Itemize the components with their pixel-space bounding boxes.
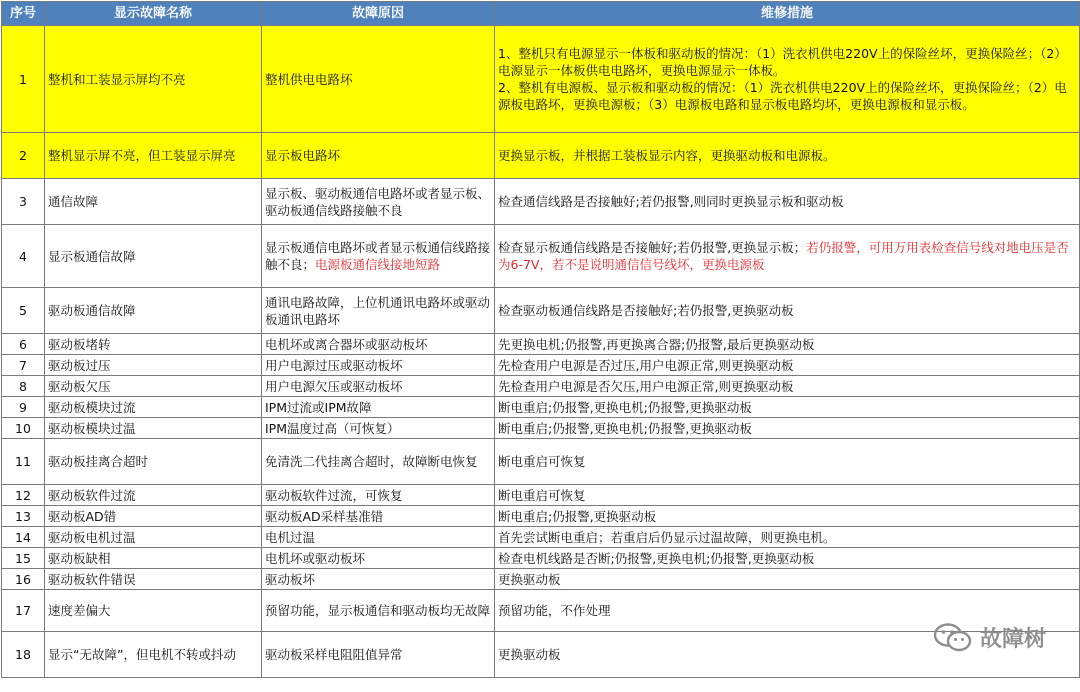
table-row [2,26,1080,133]
cell-fault-name-text: 整机和工装显示屏均不亮 [48,71,186,87]
header-row [2,2,1080,26]
cell-cause-warning-text: 电源板通信线接地短路 [315,257,441,272]
cell-no-text: 2 [19,148,27,163]
cell-fault-name-text: 驱动板过压 [48,357,111,373]
cell-fix-text: 检查电机线路是否断;仍报警,更换电机;仍报警,更换驱动板 [498,550,815,566]
cell-cause-text: 显示板、驱动板通信电路坏或者显示板、驱动板通信线路接触不良 [265,185,491,218]
cell-fix [495,288,1080,334]
col-header-no: 序号 [2,2,45,26]
cell-cause-text: 免清洗二代挂离合超时，故障断电恢复 [265,454,478,469]
cell-fault-name [45,334,262,355]
cell-fix [495,133,1080,179]
cell-fix-text: 先检查用户电源是否过压,用户电源正常,则更换驱动板 [498,357,794,373]
cell-cause [262,632,495,678]
cell-fault-name-text: 驱动板模块过温 [48,420,136,436]
cell-no [2,632,45,678]
cell-cause [262,334,495,355]
cell-no [2,376,45,397]
cell-fault-name-text: 整机显示屏不亮，但工装显示屏亮 [48,148,236,163]
cell-no [2,506,45,527]
cell-fix-text: 更换驱动板 [498,571,561,587]
cell-fix-text: 先检查用户电源是否欠压,用户电源正常,则更换驱动板 [498,378,794,394]
table-row [2,485,1080,506]
cell-no [2,418,45,439]
cell-cause [262,179,495,225]
cell-no-text: 7 [19,357,27,373]
cell-no [2,26,45,133]
cell-fault-name [45,133,262,179]
cell-fix [495,376,1080,397]
cell-no-text: 9 [19,399,27,415]
table-row [2,569,1080,590]
cell-cause [262,133,495,179]
cell-fault-name [45,527,262,548]
col-header-fix: 维修措施 [495,2,1080,26]
cell-fix-text: 检查显示板通信线路是否接触好;若仍报警,更换显示板； [498,240,807,255]
col-header-name: 显示故障名称 [45,2,262,26]
cell-fault-name [45,590,262,632]
cell-fix-text: 预留功能，不作处理 [498,603,611,618]
cell-cause-text: 驱动板AD采样基准错 [265,508,384,524]
cell-no-text: 13 [15,508,31,524]
cell-cause [262,590,495,632]
cell-fix [495,439,1080,485]
cell-cause-text: IPM过流或IPM故障 [265,399,372,415]
cell-fault-name-text: 驱动板电机过温 [48,529,136,545]
cell-fault-name [45,179,262,225]
cell-fault-name [45,548,262,569]
cell-fault-name [45,288,262,334]
cell-no [2,225,45,288]
cell-fix [495,569,1080,590]
cell-fix [495,26,1080,133]
cell-cause-text: 驱动板软件过流，可恢复 [265,487,403,503]
cell-fix [495,506,1080,527]
table-row [2,355,1080,376]
cell-cause-text: 电机坏或离合器坏或驱动板坏 [265,336,428,352]
cell-cause [262,26,495,133]
cell-fault-name-text: 驱动板软件过流 [48,487,136,503]
cell-no [2,527,45,548]
cell-no-text: 8 [19,378,27,394]
cell-cause-text: 用户电源欠压或驱动板坏 [265,378,403,394]
table-row [2,506,1080,527]
cell-fix [495,355,1080,376]
cell-cause-text: 电机坏或驱动板坏 [265,550,366,566]
cell-fix-text: 检查驱动板通信线路是否接触好;若仍报警,更换驱动板 [498,303,794,318]
table-row [2,133,1080,179]
cell-fault-name-text: 通信故障 [48,194,99,209]
cell-fix [495,485,1080,506]
cell-no-text: 5 [19,303,27,318]
cell-no-text: 15 [15,550,31,566]
cell-fix-text: 首先尝试断电重启；若重启后仍显示过温故障，则更换电机。 [498,529,836,545]
fault-table [1,1,1080,678]
cell-fault-name [45,355,262,376]
cell-fix [495,548,1080,569]
cell-fault-name [45,506,262,527]
cell-cause-text: IPM温度过高（可恢复） [265,420,400,436]
cell-fault-name [45,26,262,133]
cell-fault-name [45,569,262,590]
cell-cause [262,418,495,439]
cell-cause [262,506,495,527]
cell-cause [262,485,495,506]
cell-cause [262,548,495,569]
cell-no [2,485,45,506]
cell-no [2,548,45,569]
table-row [2,334,1080,355]
cell-no-text: 3 [19,194,27,209]
col-header-cause: 故障原因 [262,2,495,26]
cell-no-text: 10 [15,420,31,436]
cell-cause-text: 电机过温 [265,529,316,545]
cell-cause-text: 用户电源过压或驱动板坏 [265,357,403,373]
cell-fix-text: 先更换电机;仍报警,再更换离合器;仍报警,最后更换驱动板 [498,336,815,352]
cell-no [2,288,45,334]
cell-cause-text: 驱动板采样电阻阻值异常 [265,647,403,662]
cell-fix-text: 断电重启可恢复 [498,487,586,503]
cell-no-text: 11 [15,454,31,469]
cell-no-text: 12 [15,487,31,503]
cell-no [2,590,45,632]
cell-cause-text: 通讯电路故障，上位机通讯电路坏或驱动板通讯电路坏 [265,294,491,327]
cell-fix-text: 检查通信线路是否接触好;若仍报警,则同时更换显示板和驱动板 [498,194,844,209]
cell-fault-name [45,225,262,288]
cell-fault-name-text: 驱动板通信故障 [48,303,136,318]
cell-fault-name-text: 驱动板AD错 [48,508,117,524]
cell-fix-text: 1、整机只有电源显示一体板和驱动板的情况：（1）洗衣机供电220V上的保险丝坏，更换保险丝；（2）电源显示一体板供电电路坏，更换电源显示一体板。 2、整机有电源板、显示板和驱动板的情况：（1）洗衣机供电220V上的保险丝坏，更换保险丝；（2）电源板电路坏，更换电源板；（3）电源板电路和显示板电路均坏，更换电源板和显示板。 [498,46,1067,112]
cell-fix [495,179,1080,225]
cell-cause [262,225,495,288]
cell-no [2,439,45,485]
cell-fault-name-text: 驱动板挂离合超时 [48,454,149,469]
table-row [2,418,1080,439]
cell-no [2,397,45,418]
cell-no [2,569,45,590]
cell-fix-text: 断电重启;仍报警,更换电机;仍报警,更换驱动板 [498,399,752,415]
cell-fix-text: 断电重启;仍报警,更换驱动板 [498,508,657,524]
cell-fault-name-text: 驱动板堵转 [48,336,111,352]
watermark-text: 故障树 [979,627,1046,652]
cell-fix-text: 更换显示板，并根据工装板显示内容，更换驱动板和电源板。 [498,148,836,163]
cell-fix [495,418,1080,439]
cell-fault-name [45,485,262,506]
cell-fault-name-text: 驱动板欠压 [48,378,111,394]
cell-cause [262,439,495,485]
cell-no [2,133,45,179]
table-row [2,288,1080,334]
cell-cause-text: 整机供电电路坏 [265,71,353,87]
cell-fault-name-text: 驱动板软件错误 [48,571,136,587]
cell-fix [495,225,1080,288]
cell-cause [262,527,495,548]
cell-no-text: 4 [19,248,27,264]
cell-fault-name [45,418,262,439]
cell-no [2,179,45,225]
cell-no-text: 14 [15,529,31,545]
table-row [2,590,1080,632]
cell-fault-name-text: 显示板通信故障 [48,248,136,264]
cell-fix-text: 断电重启;仍报警,更换电机;仍报警,更换驱动板 [498,420,752,436]
cell-no-text: 17 [15,603,31,618]
cell-cause-text: 预留功能，显示板通信和驱动板均无故障 [265,603,491,618]
cell-fault-name-text: 显示“无故障”，但电机不转或抖动 [48,647,236,662]
cell-no [2,355,45,376]
watermark [934,622,1046,653]
cell-fault-name [45,632,262,678]
cell-fix [495,397,1080,418]
cell-cause-text: 驱动板坏 [265,571,316,587]
cell-fix-text: 更换驱动板 [498,647,561,662]
cell-no-text: 18 [15,647,31,662]
cell-fault-name-text: 驱动板模块过流 [48,399,136,415]
cell-fix-text: 断电重启可恢复 [498,454,586,469]
cell-cause [262,288,495,334]
cell-cause [262,355,495,376]
table-row [2,225,1080,288]
table-row [2,376,1080,397]
cell-fix [495,527,1080,548]
cell-cause-text: 显示板电路坏 [265,148,341,163]
cell-fault-name [45,439,262,485]
cell-fault-name-text: 驱动板缺相 [48,550,111,566]
cell-no-text: 16 [15,571,31,587]
cell-fix-warning-text: 若仍报警，可用万用表检查信号线对地电压是否为6-7V，若不是说明通信信号线坏，更换电源板 [498,240,1069,272]
cell-no-text: 6 [19,336,27,352]
cell-cause [262,397,495,418]
table-row [2,439,1080,485]
cell-cause-text: 显示板通信电路坏或者显示板通信线路接触不良； [265,240,491,272]
table-row [2,397,1080,418]
wechat-icon [934,623,972,653]
cell-fault-name [45,376,262,397]
table-row [2,527,1080,548]
cell-fault-name [45,397,262,418]
cell-cause [262,569,495,590]
cell-fix [495,334,1080,355]
table-row [2,632,1080,678]
table-row [2,179,1080,225]
cell-cause [262,376,495,397]
cell-no [2,334,45,355]
cell-no-text: 1 [19,71,27,87]
table-row [2,548,1080,569]
cell-fault-name-text: 速度差偏大 [48,603,111,618]
